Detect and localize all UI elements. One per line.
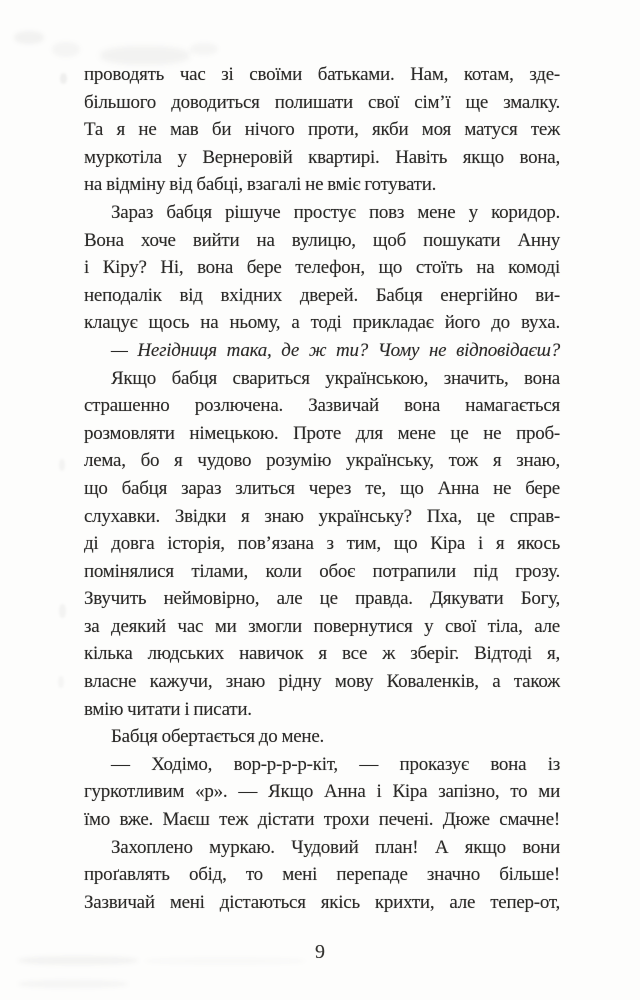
text-line: більшого доводиться полишати свої сім’ї ще змалку. bbox=[84, 91, 560, 113]
text-line: помінялися тілами, коли обоє потрапили під грозу. bbox=[84, 560, 560, 582]
text-line: Звучить неймовірно, але це правда. Дякувати Богу, bbox=[84, 588, 560, 610]
text-line: Та я не мав би нічого проти, якби моя матуся теж bbox=[84, 119, 560, 141]
text-line: на відміну від бабці, взагалі не вміє готувати. bbox=[84, 174, 437, 196]
text-line: що бабця зараз злиться через те, що Анна не бере bbox=[84, 477, 560, 499]
scan-artifact bbox=[190, 43, 218, 55]
text-line: клацує щось на ньому, а тоді прикладає його до вуха. bbox=[84, 312, 560, 334]
text-block bbox=[84, 61, 560, 916]
text-line: Зазвичай мені дістаються якісь крихти, але тепер-от, bbox=[84, 891, 560, 913]
text-line: Якщо бабця свариться українською, значить, вона bbox=[111, 367, 560, 389]
text-line: вмію читати і писати. bbox=[84, 698, 252, 720]
scan-artifact bbox=[14, 31, 44, 44]
scan-artifact bbox=[58, 676, 64, 688]
text-line: кілька людських навичок я все ж зберіг. Відтоді я, bbox=[84, 643, 560, 665]
text-line: Зараз бабця рішуче простує повз мене у коридор. bbox=[111, 201, 560, 223]
scan-artifact bbox=[60, 73, 67, 84]
text-line: і Кіру? Ні, вона бере телефон, що стоїть на комоді bbox=[84, 257, 560, 279]
text-line: Бабця обертається до мене. bbox=[111, 726, 325, 748]
text-line: — Негідниця така, де ж ти? Чому не відповідаєш? bbox=[111, 339, 560, 361]
scan-artifact bbox=[59, 604, 66, 618]
text-line: Вона хоче вийти на вулицю, щоб пошукати Анну bbox=[84, 229, 560, 251]
text-line: проводять час зі своїми батьками. Нам, котам, зде- bbox=[84, 64, 560, 85]
text-line: неподалік від вхідних дверей. Бабця енергійно ви- bbox=[84, 284, 560, 306]
text-line: їмо вже. Маєш теж дістати трохи печені. Дюже смачне! bbox=[84, 809, 560, 831]
text-line: розмовляти німецькою. Проте для мене це не проб- bbox=[84, 422, 560, 444]
text-line: Захоплено муркаю. Чудовий план! А якщо вони bbox=[111, 836, 560, 858]
scan-artifact bbox=[52, 42, 80, 57]
scan-artifact bbox=[59, 459, 65, 471]
text-line: лема, бо я чудово розумію українську, тож я знаю, bbox=[84, 450, 560, 472]
text-line: гуркотливим «р». — Якщо Анна і Кіра запізно, то ми bbox=[84, 781, 560, 803]
page-number: 9 bbox=[315, 941, 325, 963]
text-line: ді довга історія, пов’язана з тим, що Кіра і я якось bbox=[84, 533, 560, 555]
text-line: муркотіла у Вернеровій квартирі. Навіть якщо вона, bbox=[84, 146, 560, 168]
text-line: власне кажучи, знаю рідну мову Коваленків, а також bbox=[84, 671, 560, 693]
text-line: слухавки. Звідки я знаю українську? Пха, це справ- bbox=[84, 505, 560, 527]
text-line: за деякий час ми змогли повернутися у свої тіла, але bbox=[84, 615, 560, 637]
scan-artifact bbox=[18, 980, 128, 988]
text-line: проґавлять обід, то мені перепаде значно більше! bbox=[84, 864, 560, 886]
text-line: страшенно розлючена. Зазвичай вона намагається bbox=[84, 395, 560, 417]
text-line: — Ходімо, вор-р-р-р-кіт, — проказує вона із bbox=[111, 753, 560, 775]
